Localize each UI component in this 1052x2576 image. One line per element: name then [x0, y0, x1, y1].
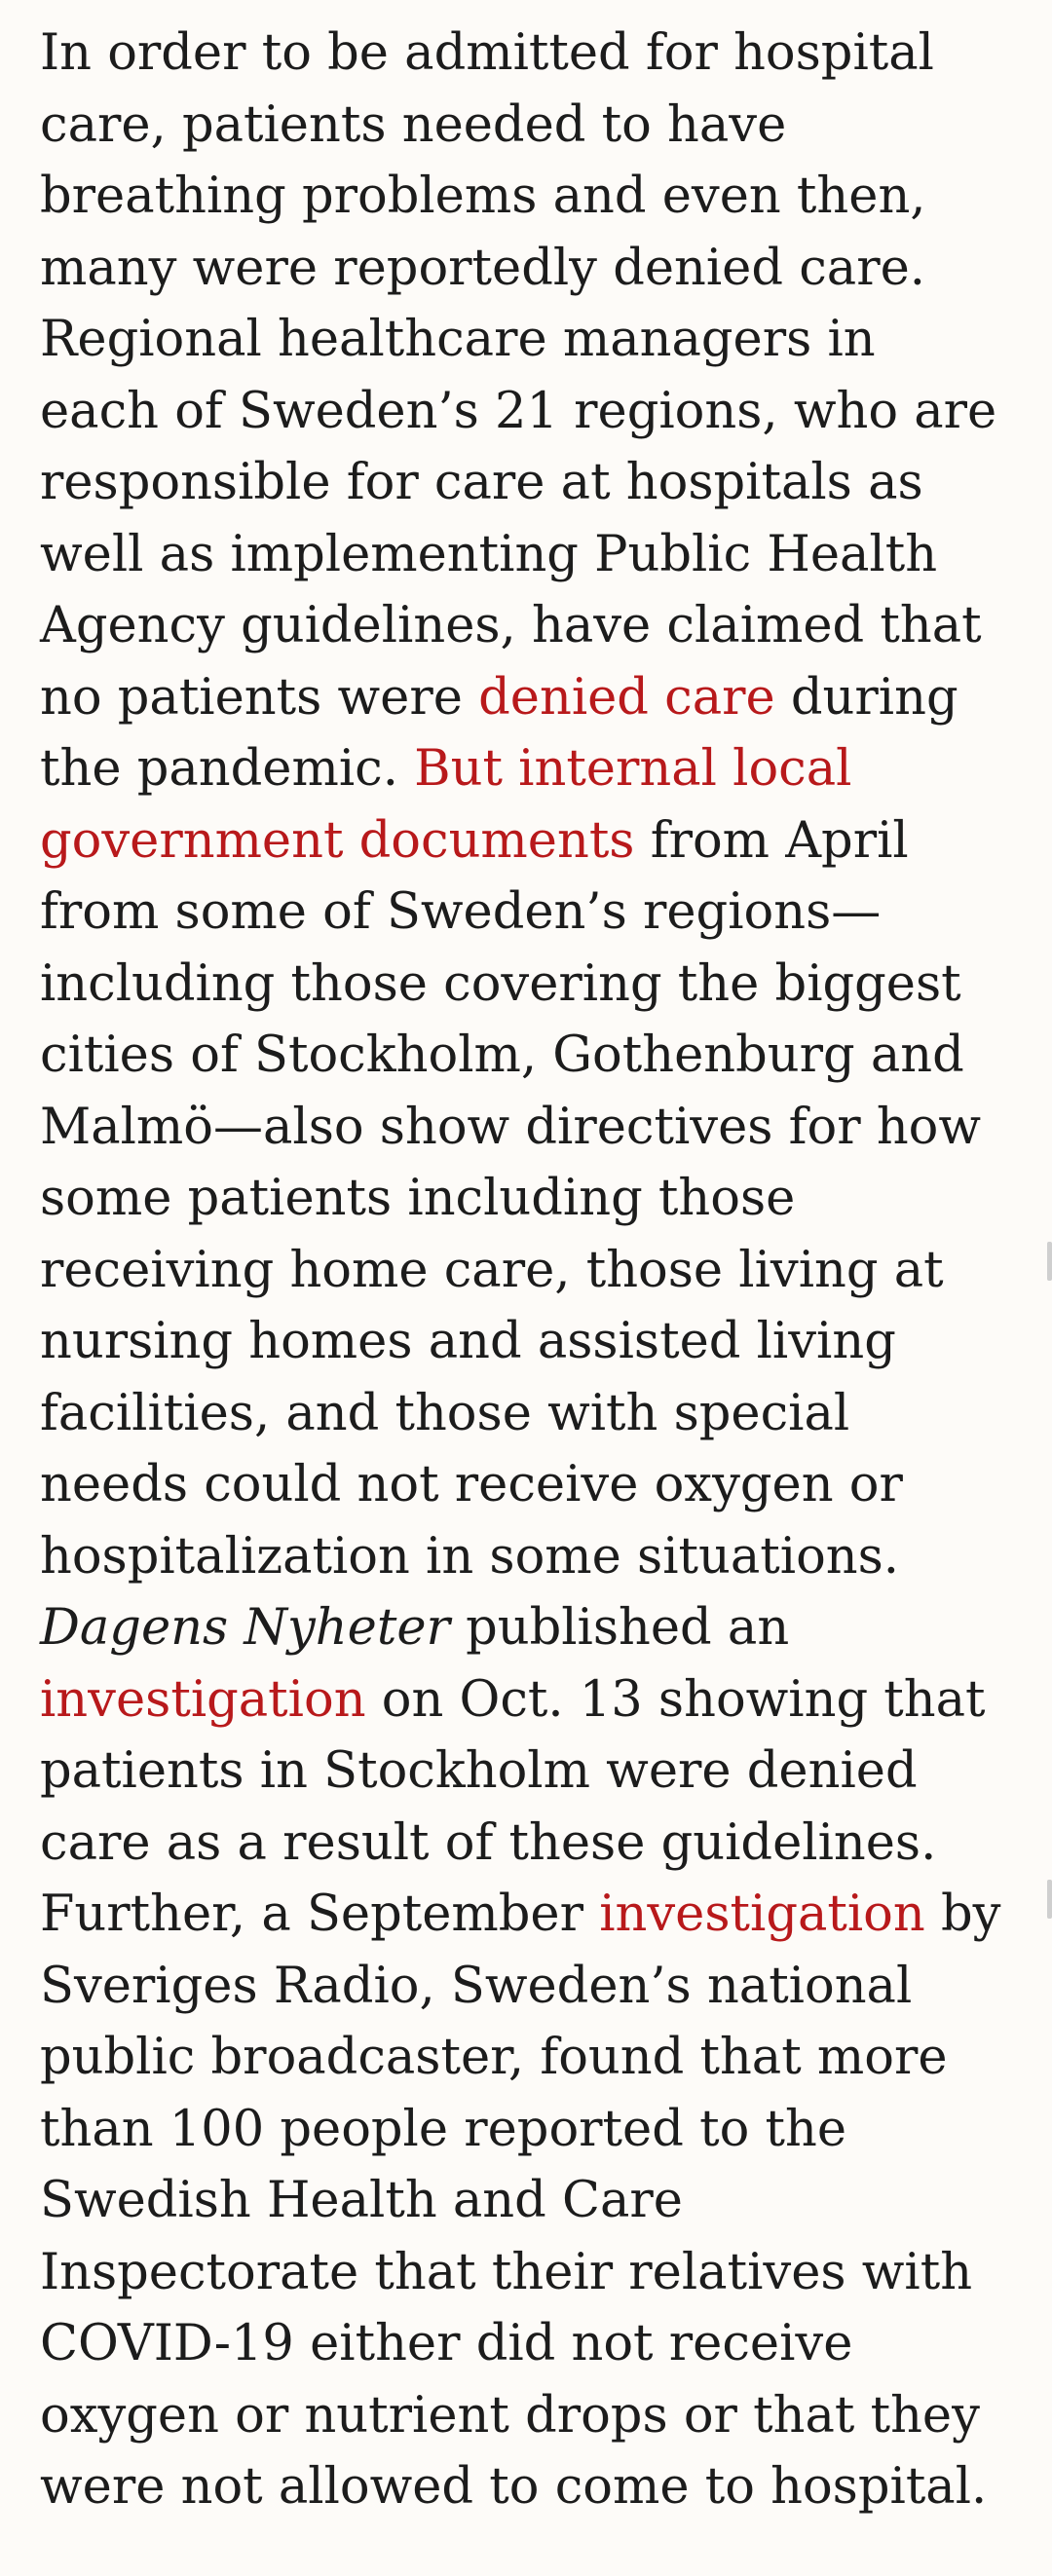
text-line: [40, 1592, 1024, 1664]
text-line: [40, 590, 1024, 662]
publication-name: Dagens Nyheter: [40, 1599, 450, 1657]
text-segment: Inspectorate that their relatives with: [40, 2243, 973, 2301]
text-line: [40, 1378, 1024, 1450]
article-link[interactable]: denied care: [478, 668, 775, 727]
text-segment: Sveriges Radio, Sweden’s national: [40, 1957, 913, 2015]
text-segment: needs could not receive oxygen or: [40, 1456, 903, 1513]
text-segment: hospitalization in some situations.: [40, 1527, 900, 1586]
text-segment: responsible for care at hospitals as: [40, 454, 923, 511]
text-segment: well as implementing Public Health: [40, 525, 938, 583]
text-segment: many were reportedly denied care.: [40, 239, 925, 297]
text-segment: care as a result of these guidelines.: [40, 1813, 937, 1872]
text-segment: Regional healthcare managers in: [40, 311, 876, 368]
text-line: [40, 161, 1024, 233]
text-segment: from some of Sweden’s regions—: [40, 883, 882, 941]
text-segment: during: [774, 668, 958, 727]
article-body: [40, 18, 1024, 2523]
text-line: [40, 519, 1024, 591]
text-line: [40, 1020, 1024, 1092]
text-line: [40, 805, 1024, 877]
text-segment: patients in Stockholm were denied: [40, 1742, 918, 1800]
text-segment: were not allowed to come to hospital.: [40, 2458, 988, 2516]
text-segment: by: [924, 1885, 1001, 1943]
text-segment: than 100 people reported to the: [40, 2100, 847, 2158]
text-segment: no patients were: [40, 668, 479, 727]
text-line: [40, 2094, 1024, 2166]
text-segment: Swedish Health and Care: [40, 2172, 683, 2229]
text-segment: from April: [634, 811, 909, 870]
text-line: [40, 18, 1024, 90]
text-segment: breathing problems and even then,: [40, 168, 926, 225]
text-line: [40, 1449, 1024, 1521]
text-line: [40, 1664, 1024, 1736]
text-segment: Malmö—also show directives for how: [40, 1098, 982, 1156]
text-line: [40, 304, 1024, 376]
scroll-indicator-top: [1047, 1242, 1052, 1281]
text-segment: public broadcaster, found that more: [40, 2029, 948, 2086]
text-line: [40, 2022, 1024, 2094]
text-line: [40, 949, 1024, 1021]
text-segment: receiving home care, those living at: [40, 1241, 944, 1299]
text-segment: oxygen or nutrient drops or that they: [40, 2386, 980, 2445]
text-line: [40, 1163, 1024, 1235]
text-line: [40, 233, 1024, 305]
text-line: [40, 2451, 1024, 2523]
text-segment: the pandemic.: [40, 740, 415, 798]
article-link[interactable]: government documents: [40, 811, 635, 870]
article-link[interactable]: But internal local: [414, 740, 852, 798]
text-line: [40, 2237, 1024, 2309]
text-segment: care, patients needed to have: [40, 95, 787, 154]
text-line: [40, 1808, 1024, 1880]
text-line: [40, 447, 1024, 519]
text-line: [40, 2165, 1024, 2237]
text-line: [40, 2380, 1024, 2452]
text-segment: published an: [449, 1599, 790, 1657]
text-segment: Further, a September: [40, 1885, 600, 1943]
text-segment: each of Sweden’s 21 regions, who are: [40, 382, 997, 440]
text-line: [40, 1879, 1024, 1951]
text-line: [40, 662, 1024, 734]
text-line: [40, 90, 1024, 162]
article-link[interactable]: investigation: [40, 1670, 366, 1729]
text-segment: cities of Stockholm, Gothenburg and: [40, 1027, 964, 1084]
text-line: [40, 877, 1024, 949]
text-segment: facilities, and those with special: [40, 1384, 850, 1442]
text-line: [40, 1521, 1024, 1593]
text-line: [40, 1235, 1024, 1307]
text-segment: nursing homes and assisted living: [40, 1313, 896, 1370]
scroll-indicator-bottom: [1047, 1880, 1052, 1919]
text-line: [40, 1092, 1024, 1164]
text-line: [40, 2308, 1024, 2380]
text-segment: on Oct. 13 showing that: [365, 1670, 986, 1729]
text-line: [40, 1951, 1024, 2023]
text-line: [40, 1306, 1024, 1378]
article-link[interactable]: investigation: [599, 1885, 925, 1943]
text-line: [40, 376, 1024, 448]
text-segment: In order to be admitted for hospital: [40, 24, 934, 82]
text-segment: Agency guidelines, have claimed that: [40, 597, 982, 654]
text-segment: some patients including those: [40, 1170, 796, 1227]
article-paragraph: [40, 18, 1024, 2523]
text-segment: including those covering the biggest: [40, 954, 961, 1013]
text-line: [40, 733, 1024, 805]
text-segment: COVID-19 either did not receive: [40, 2315, 853, 2372]
text-line: [40, 1736, 1024, 1808]
